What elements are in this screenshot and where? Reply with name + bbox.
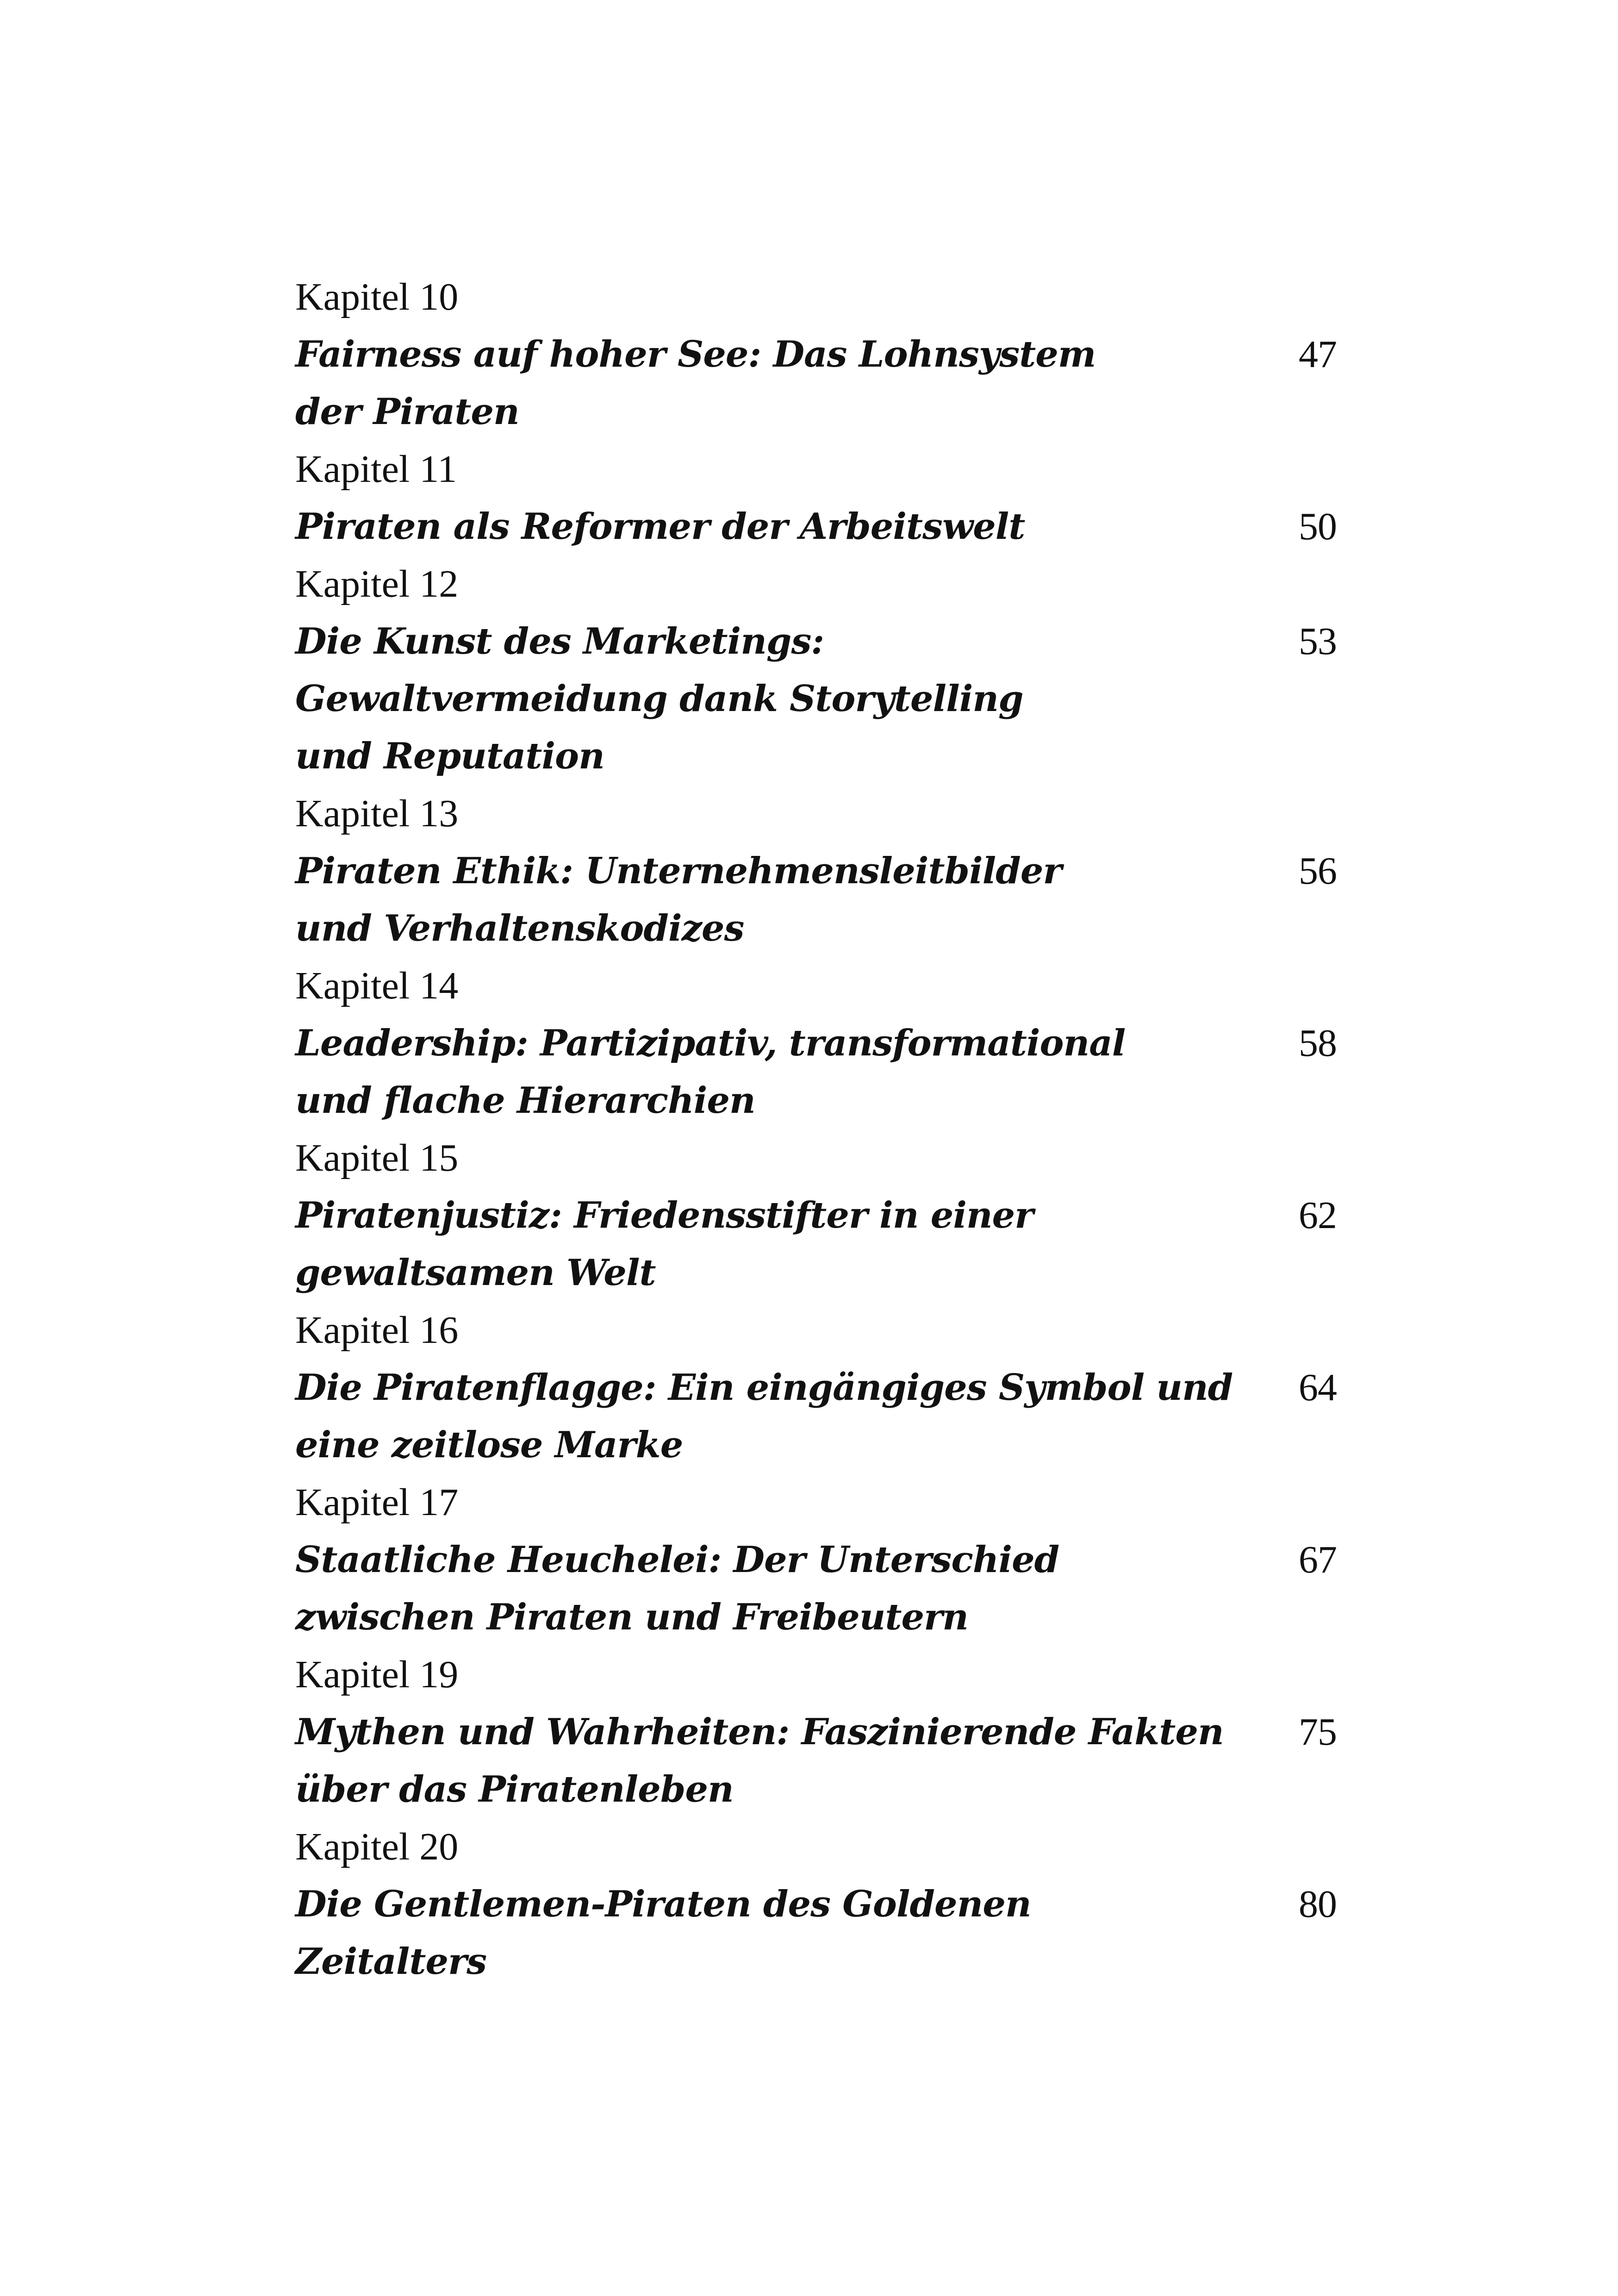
chapter-label: Kapitel 13 bbox=[295, 792, 459, 835]
chapter-label: Kapitel 20 bbox=[295, 1825, 459, 1868]
toc-entry bbox=[295, 785, 1337, 957]
chapter-title-line bbox=[295, 498, 1337, 555]
page-number: 56 bbox=[1299, 849, 1337, 892]
chapter-title-line bbox=[295, 1015, 1337, 1072]
chapter-title-text: Piratenjustiz: Friedensstifter in einer bbox=[295, 1194, 1033, 1236]
chapter-title-text: Mythen und Wahrheiten: Faszinierende Fakten bbox=[295, 1711, 1224, 1753]
chapter-title-line bbox=[295, 1761, 1337, 1818]
chapter-title-text: über das Piratenleben bbox=[295, 1768, 734, 1810]
chapter-title-line bbox=[295, 613, 1337, 670]
toc-entry bbox=[295, 1646, 1337, 1818]
toc-entry bbox=[295, 268, 1337, 441]
page-number: 50 bbox=[1299, 505, 1337, 548]
chapter-title-line bbox=[295, 1703, 1337, 1761]
chapter-label: Kapitel 10 bbox=[295, 275, 459, 318]
chapter-label: Kapitel 19 bbox=[295, 1653, 459, 1696]
chapter-title-line bbox=[295, 1244, 1337, 1302]
chapter-title-line bbox=[295, 1416, 1337, 1474]
chapter-label: Kapitel 12 bbox=[295, 562, 459, 605]
chapter-title-text: eine zeitlose Marke bbox=[295, 1424, 683, 1466]
chapter-title-text: Die Gentlemen-Piraten des Goldenen bbox=[295, 1883, 1031, 1925]
chapter-title-line bbox=[295, 1072, 1337, 1129]
chapter-title-text: gewaltsamen Welt bbox=[295, 1252, 656, 1294]
table-of-contents bbox=[295, 268, 1337, 1990]
chapter-title-text: Zeitalters bbox=[295, 1940, 487, 1983]
chapter-title-text: und flache Hierarchien bbox=[295, 1079, 755, 1122]
chapter-label: Kapitel 14 bbox=[295, 964, 459, 1007]
chapter-title-line bbox=[295, 1531, 1337, 1589]
chapter-title-line bbox=[295, 1589, 1337, 1646]
chapter-title-line bbox=[295, 383, 1337, 441]
chapter-title-text: Fairness auf hoher See: Das Lohnsystem bbox=[295, 333, 1096, 375]
toc-entry bbox=[295, 555, 1337, 785]
chapter-title-text: und Verhaltenskodizes bbox=[295, 907, 744, 949]
chapter-title-line bbox=[295, 842, 1337, 900]
chapter-title-line bbox=[295, 670, 1337, 728]
chapter-title-text: Staatliche Heuchelei: Der Unterschied bbox=[295, 1539, 1059, 1581]
chapter-title-line bbox=[295, 1876, 1337, 1933]
toc-entry bbox=[295, 1474, 1337, 1646]
chapter-label: Kapitel 16 bbox=[295, 1309, 459, 1352]
chapter-title-text: Leadership: Partizipativ, transformational bbox=[295, 1022, 1126, 1064]
chapter-title-line bbox=[295, 900, 1337, 957]
page-number: 64 bbox=[1299, 1366, 1337, 1409]
chapter-title-text: Piraten als Reformer der Arbeitswelt bbox=[295, 505, 1025, 548]
chapter-label: Kapitel 17 bbox=[295, 1481, 459, 1524]
chapter-label: Kapitel 15 bbox=[295, 1136, 459, 1179]
page-number: 62 bbox=[1299, 1194, 1337, 1237]
chapter-title-text: Die Kunst des Marketings: bbox=[295, 620, 824, 662]
toc-entry bbox=[295, 1818, 1337, 1990]
page-number: 75 bbox=[1299, 1710, 1337, 1753]
chapter-title-line bbox=[295, 1187, 1337, 1244]
toc-entry bbox=[295, 957, 1337, 1129]
page-number: 53 bbox=[1299, 620, 1337, 663]
chapter-title-line bbox=[295, 1359, 1337, 1416]
toc-entry bbox=[295, 1302, 1337, 1474]
chapter-title-text: Die Piratenflagge: Ein eingängiges Symbol und bbox=[295, 1366, 1233, 1409]
chapter-title-line bbox=[295, 728, 1337, 785]
chapter-title-text: der Piraten bbox=[295, 391, 519, 433]
page-number: 58 bbox=[1299, 1022, 1337, 1065]
page-number: 47 bbox=[1299, 333, 1337, 376]
chapter-title-text: Gewaltvermeidung dank Storytelling bbox=[295, 678, 1023, 720]
page-number: 80 bbox=[1299, 1883, 1337, 1926]
chapter-title-text: zwischen Piraten und Freibeutern bbox=[295, 1596, 968, 1638]
toc-entry bbox=[295, 1129, 1337, 1302]
toc-entry bbox=[295, 441, 1337, 555]
page-number: 67 bbox=[1299, 1538, 1337, 1581]
chapter-label: Kapitel 11 bbox=[295, 448, 457, 491]
chapter-title-line bbox=[295, 326, 1337, 383]
chapter-title-text: Piraten Ethik: Unternehmensleitbilder bbox=[295, 850, 1062, 892]
chapter-title-text: und Reputation bbox=[295, 735, 604, 777]
chapter-title-line bbox=[295, 1933, 1337, 1990]
